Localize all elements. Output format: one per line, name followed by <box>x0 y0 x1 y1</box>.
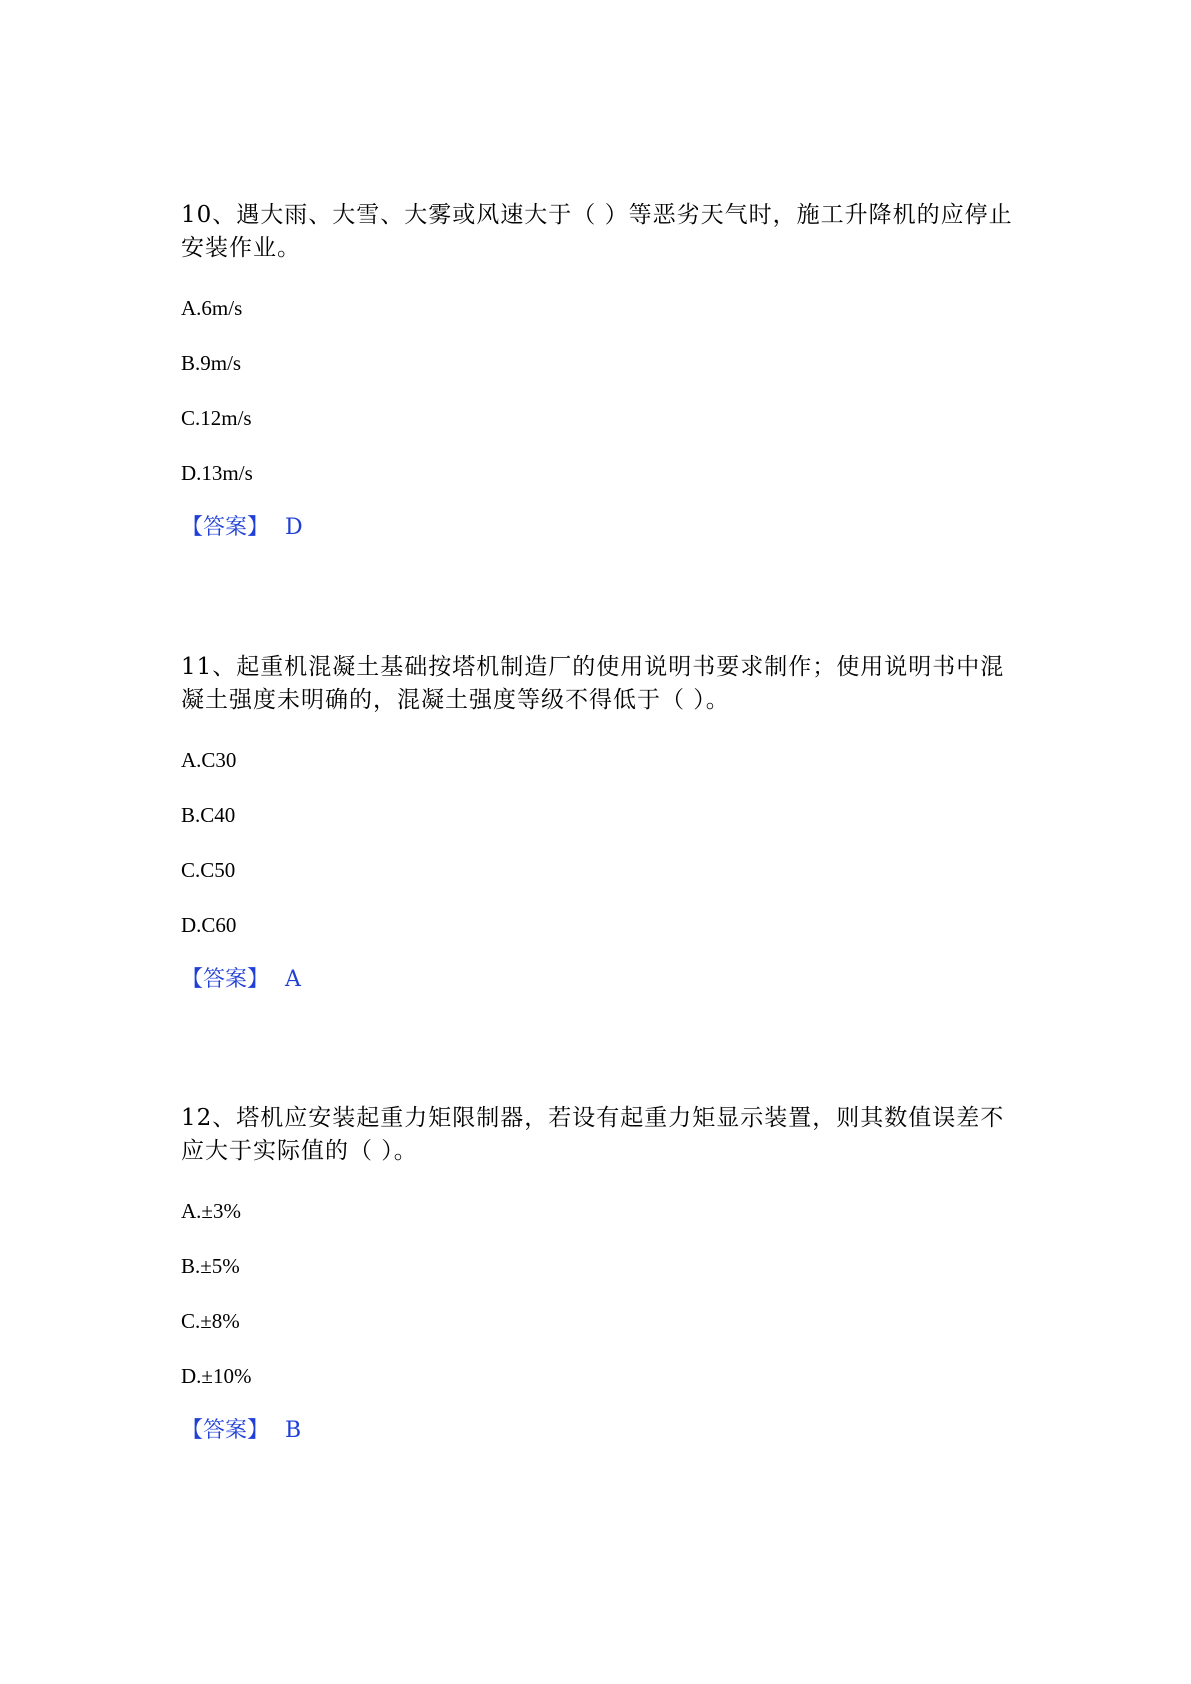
question-stem: 12、塔机应安装起重力矩限制器，若设有起重力矩显示装置，则其数值误差不应大于实际值的（ ）。 <box>181 1105 1005 1164</box>
option-b: B.C40 <box>181 803 236 827</box>
option-c: C.C50 <box>181 858 236 882</box>
option-d: D.13m/s <box>181 461 253 485</box>
option-b: B.±5% <box>181 1254 240 1278</box>
option-c: C.±8% <box>181 1309 240 1333</box>
question-11 <box>181 651 1021 992</box>
answer-value: B <box>285 1418 302 1443</box>
question-10 <box>181 199 1021 540</box>
question-stem: 10、遇大雨、大雪、大雾或风速大于（ ）等恶劣天气时，施工升降机的应停止安装作业。 <box>181 202 1013 261</box>
option-a: A.6m/s <box>181 296 243 320</box>
answer-line <box>181 514 303 542</box>
answer-value: A <box>285 967 301 992</box>
answer-value: D <box>285 515 303 540</box>
option-d: D.C60 <box>181 913 237 937</box>
option-a: A.±3% <box>181 1199 241 1223</box>
answer-line <box>181 966 301 994</box>
question-stem: 11、起重机混凝土基础按塔机制造厂的使用说明书要求制作；使用说明书中混凝土强度未明确的，混凝土强度等级不得低于（ ）。 <box>181 654 1005 713</box>
answer-label: 【答案】 <box>181 967 270 992</box>
answer-label: 【答案】 <box>181 515 270 540</box>
option-d: D.±10% <box>181 1364 252 1388</box>
option-a: A.C30 <box>181 748 237 772</box>
answer-line <box>181 1417 301 1445</box>
question-12 <box>181 1102 1021 1443</box>
option-b: B.9m/s <box>181 351 242 375</box>
answer-label: 【答案】 <box>181 1418 270 1443</box>
option-c: C.12m/s <box>181 406 252 430</box>
